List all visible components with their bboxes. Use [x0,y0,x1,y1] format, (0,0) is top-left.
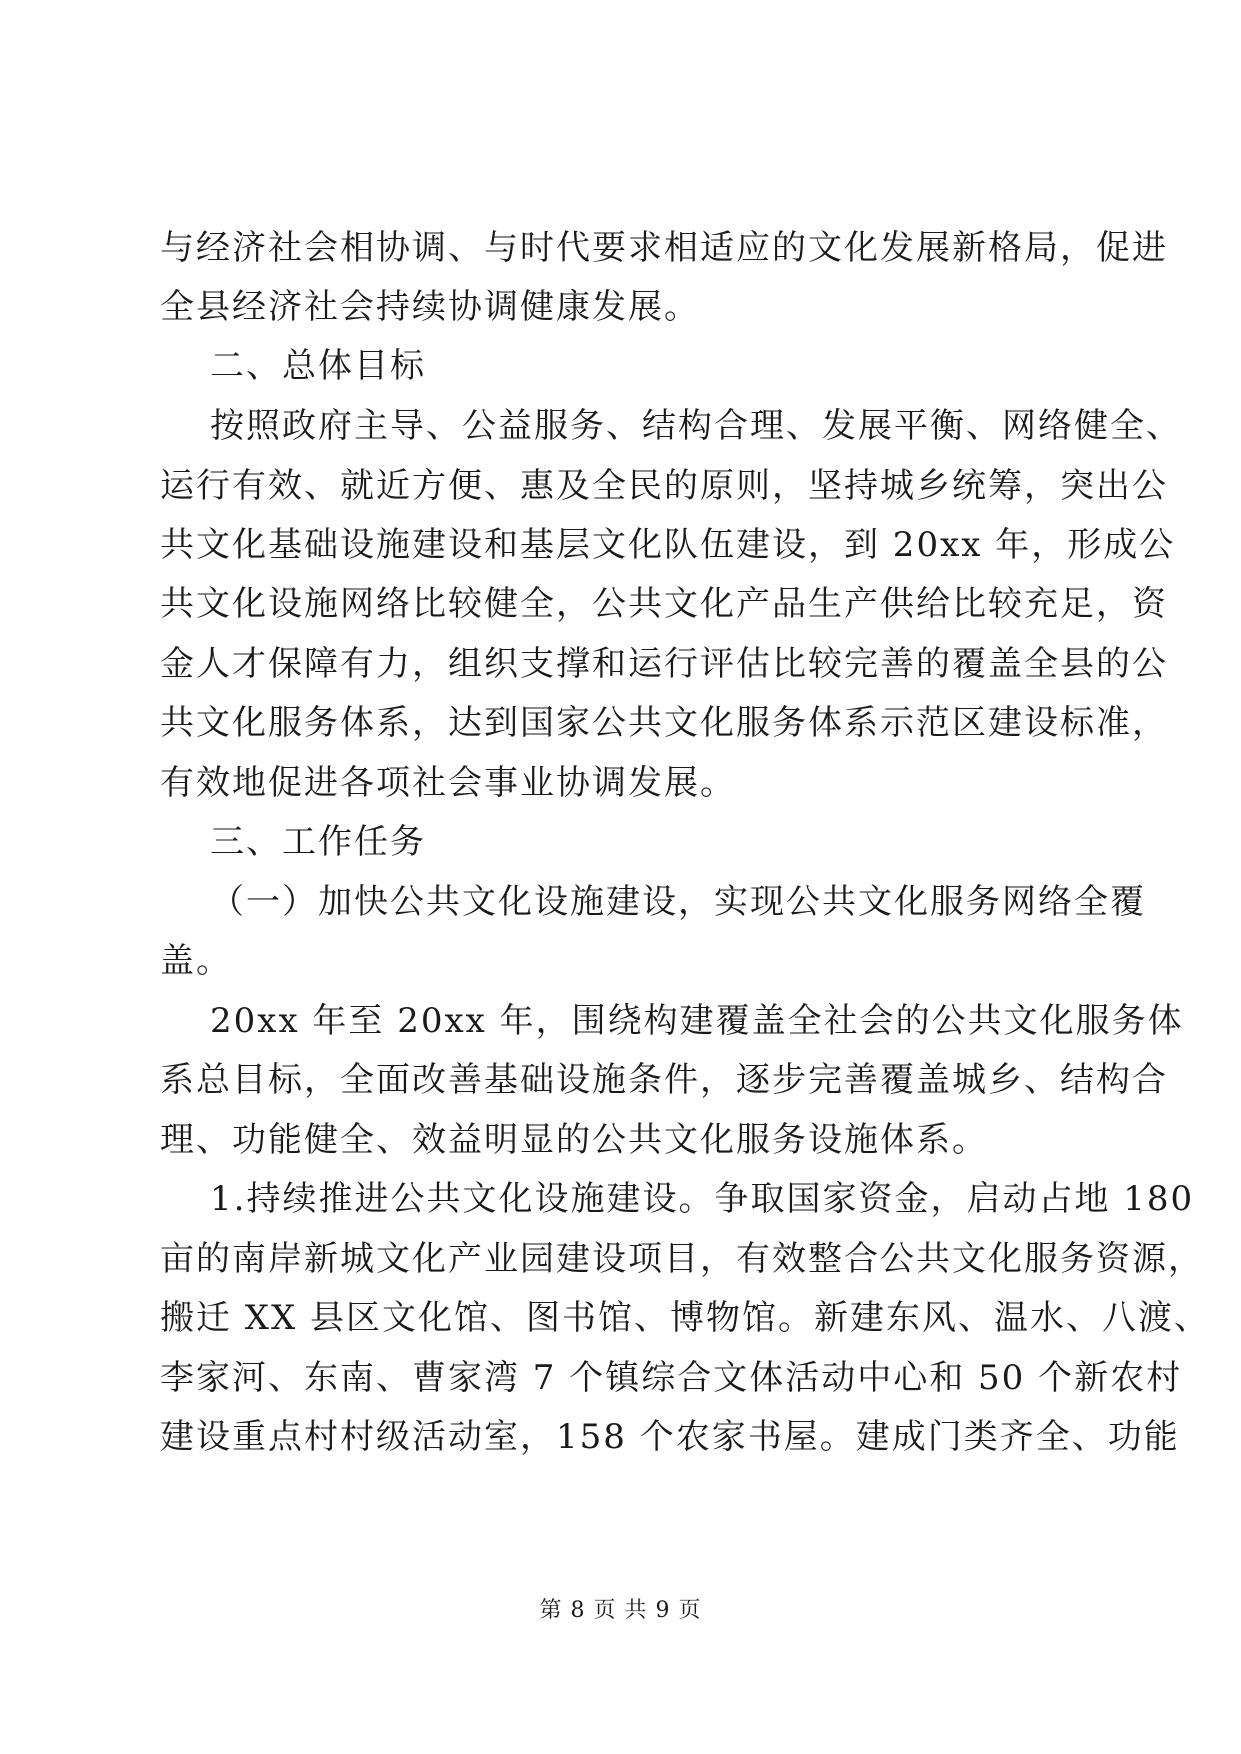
text-line: 建设重点村村级活动室，158 个农家书屋。建成门类齐全、功能 [160,1417,1180,1457]
text-line: 共文化服务体系，达到国家公共文化服务体系示范区建设标准， [160,703,1168,743]
text-line: 共文化设施网络比较健全，公共文化产品生产供给比较充足，资 [160,584,1168,624]
section-heading: 三、工作任务 [210,822,426,862]
text-line: 1.持续推进公共文化设施建设。争取国家资金，启动占地 180 [210,1179,1195,1219]
text-line: 运行有效、就近方便、惠及全民的原则，坚持城乡统筹，突出公 [160,466,1168,506]
text-line: 盖。 [160,941,232,981]
subsection-heading: （一）加快公共文化设施建设，实现公共文化服务网络全覆 [210,882,1146,922]
text-line: 系总目标，全面改善基础设施条件，逐步完善覆盖城乡、结构合 [160,1060,1168,1100]
text-line: 金人才保障有力，组织支撑和运行评估比较完善的覆盖全县的公 [160,644,1168,684]
text-line: 搬迁 XX 县区文化馆、图书馆、博物馆。新建东风、温水、八渡、 [160,1298,1211,1338]
text-line: 李家河、东南、曹家湾 7 个镇综合文体活动中心和 50 个新农村 [160,1358,1183,1398]
text-line: 与经济社会相协调、与时代要求相适应的文化发展新格局，促进 [160,228,1168,268]
page-number-footer: 第 8 页 共 9 页 [539,1598,702,1623]
text-line: 20xx 年至 20xx 年，围绕构建覆盖全社会的公共文化服务体 [210,1001,1184,1041]
text-line: 理、功能健全、效益明显的公共文化服务设施体系。 [160,1120,988,1160]
section-heading: 二、总体目标 [210,346,426,386]
text-line: 亩的南岸新城文化产业园建设项目，有效整合公共文化服务资源， [160,1239,1204,1279]
text-line: 共文化基础设施建设和基层文化队伍建设，到 20xx 年，形成公 [160,525,1176,565]
text-line: 有效地促进各项社会事业协调发展。 [160,763,736,803]
text-line: 按照政府主导、公益服务、结构合理、发展平衡、网络健全、 [210,406,1182,446]
text-line: 全县经济社会持续协调健康发展。 [160,287,700,327]
